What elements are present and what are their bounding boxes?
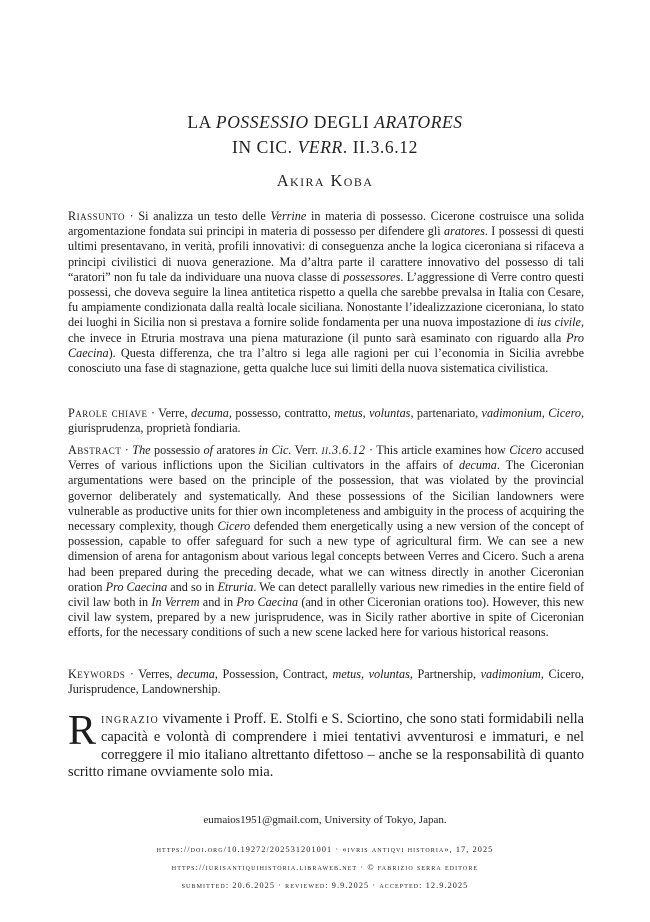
parole-chiave-paragraph: Parole chiave · Verre, decuma, possesso, contratto, metus, voluntas, partenariato, vadimonium, Cicero, giurisprudenza, proprietà fondiaria. [68,406,585,436]
parole-chiave-label: Parole chiave [68,406,148,420]
title-line-1: LA POSSESSIO DEGLI ARATORES [187,112,463,132]
website-line: https://iurisantiquihistoria.libraweb.net · © fabrizio serra editore [171,863,479,872]
riassunto-label: Riassunto [68,209,125,223]
author-name: Akira Koba [276,171,374,190]
submission-dates: submitted: 20.6.2025 · reviewed: 9.9.2025 · accepted: 12.9.2025 [181,881,469,890]
drop-cap: R [68,708,97,754]
riassunto-paragraph: Riassunto · Si analizza un testo delle Verrine in materia di possesso. Cicerone costruisce una solida argomentazione fondata sui principi in materia di possesso per difendere gli aratores. I possessi di questi ultimi presentavano, in verità, profili innovativi: di conseguenza anche la logica ciceroniana si rifaceva a principi civilistici di nuova generazione. Ma d’altra parte il carattere innovativo del possesso di tali “aratori” non fu tale da individuare una nuova classe di possessores. L’aggressione di Verre contro questi possessi, che doveva seguire la linea antitetica rispetto a quella che sarebbe prevalsa in Italia con Cesare, fu ampiamente condizionata dalla realtà locale siciliana. Nonostante l’idealizzazione ciceroniana, lo stato dei luoghi in Sicilia non si prestava a fornire solide fondamenta per una nuova impostazione di ius civile, che invece in Etruria mostrava una piena maturazione (il punto sarà esaminato con riguardo alla Pro Caecina). Questa differenza, che tra l’altro si lega alle ragioni per cui l’economia in Sicilia avrebbe conosciuto una fase di stagnazione, getta qualche luce sui limiti della nuova sistematica civilistica. [68,209,585,376]
abstract-paragraph: Abstract · The possessio of aratores in Cic. Verr. ii.3.6.12 · This article examines how Cicero accused Verres of various inflictions upon the Sicilian cultivators in the affairs of decuma. The Ciceronian argumentations were based on the principle of the possession, that was violated by the provincial governor deliberately and systematically. And these possessions of the Sicilian landowners were vulnerable as productive units for thier own incompleteness and ambiguity in the process of acquiring the necessary complexity, though Cicero defended them energetically using a new version of the concept of possession, capable to offer safeguard for such a new type of agricultural firm. We can see a new dimension of arena for antagonism about various legal concepts between Verres and Cicero. Such a arena had been prepared during the preceding decade, what we can witness directly in another Ciceronian oration Pro Caecina and so in Etruria. We can detect parallelly various new rimedies in the entire field of civil law both in In Verrem and in Pro Caecina (and in other Ciceronian orations too). However, this new civil law system, prepared by a new jurisprudence, was in Sicily rather abortive in spite of Ciceronian efforts, for the necessary conditions of such a new scene lacked here for various historical reasons. [68,443,585,640]
keywords-paragraph: Keywords · Verres, decuma, Possession, Contract, metus, voluntas, Partnership, vadimonium, Cicero, Jurisprudence, Landownership. [68,667,584,697]
title-line-2: IN CIC. VERR. II.3.6.12 [232,137,418,157]
acknowledgements-paragraph: Ringrazio vivamente i Proff. E. Stolfi e S. Sciortino, che sono stati formidabili nella capacità e volontà di comprendere i miei tentativi avventurosi e immaturi, e nel correggere il mio italiano altrettanto difettoso – anche se la responsabilità di quanto scritto rimane ovviamente solo mia. [68,708,584,781]
doi-line: https://doi.org/10.19272/202531201001 · «ivris antiqvi historia», 17, 2025 [156,845,494,854]
abstract-label: Abstract [68,443,122,457]
article-title [0,110,650,160]
keywords-label: Keywords [68,667,126,681]
author-affiliation: eumaios1951@gmail.com, University of Tokyo, Japan. [203,814,447,826]
